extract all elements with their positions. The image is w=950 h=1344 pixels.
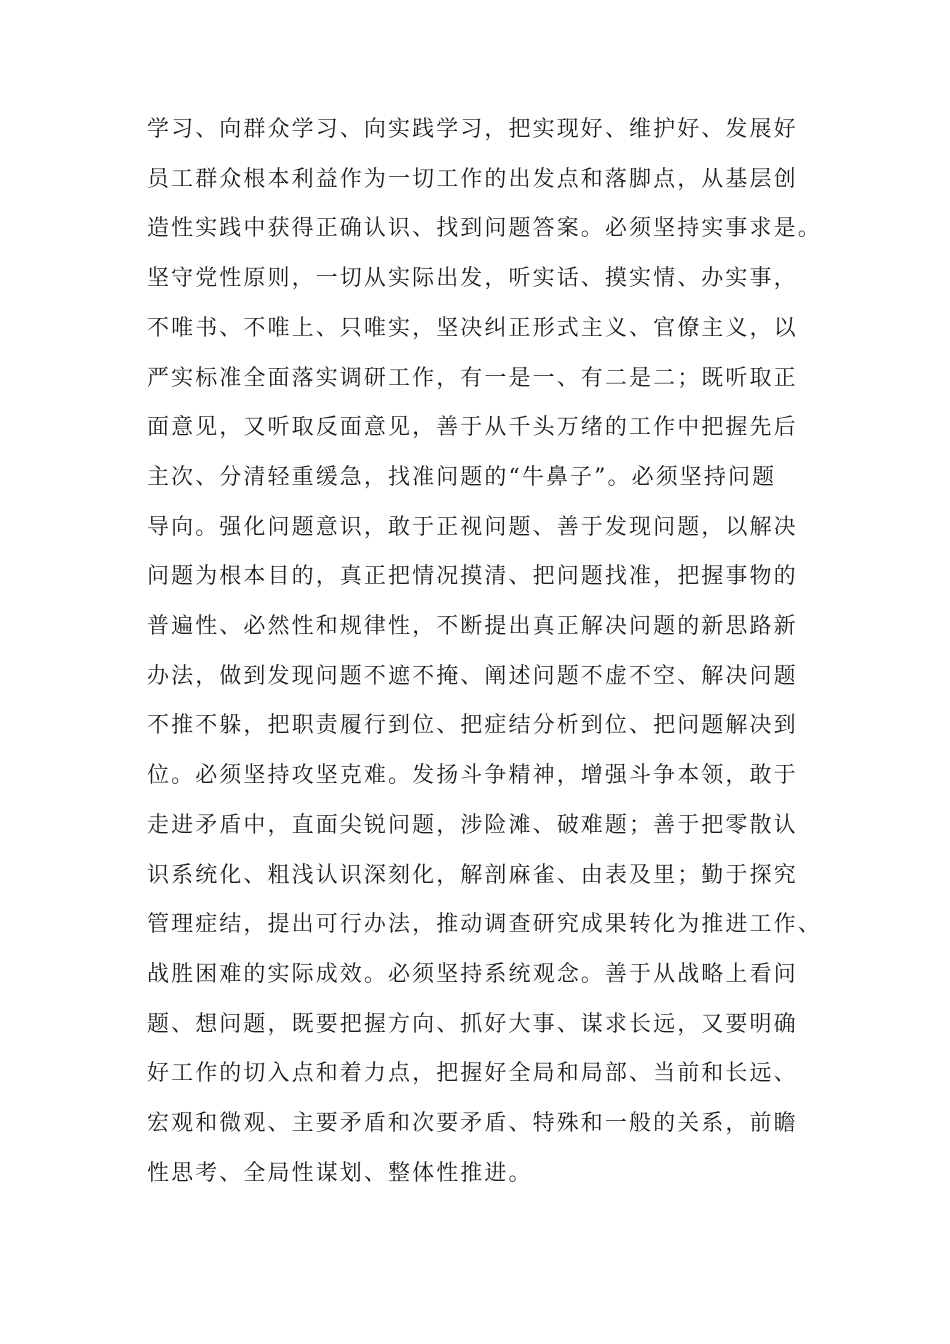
text-line: 普遍性、必然性和规律性，不断提出真正解决问题的新思路新 (147, 614, 798, 640)
text-line: 学习、向群众学习、向实践学习，把实现好、维护好、发展好 (147, 117, 798, 142)
text-line: 宏观和微观、主要矛盾和次要矛盾、特殊和一般的关系，前瞻 (147, 1111, 798, 1137)
text-line: 性思考、全局性谋划、整体性推进。 (147, 1160, 533, 1186)
text-line: 识系统化、粗浅认识深刻化，解剖麻雀、由表及里；勤于探究 (147, 862, 798, 888)
text-line: 问题为根本目的，真正把情况摸清、把问题找准，把握事物的 (147, 564, 798, 590)
text-line: 题、想问题，既要把握方向、抓好大事、谋求长远，又要明确 (147, 1011, 798, 1037)
text-line: 战胜困难的实际成效。必须坚持系统观念。善于从战略上看问 (147, 961, 798, 987)
text-line: 不推不躲，把职责履行到位、把症结分析到位、把问题解决到 (147, 713, 798, 739)
text-line: 坚守党性原则，一切从实际出发，听实话、摸实情、办实事， (147, 266, 798, 292)
text-line: 导向。强化问题意识，敢于正视问题、善于发现问题，以解决 (147, 514, 798, 540)
body-paragraph (147, 105, 827, 1198)
text-line: 面意见，又听取反面意见，善于从千头万绪的工作中把握先后 (147, 415, 798, 441)
text-line: 不唯书、不唯上、只唯实，坚决纠正形式主义、官僚主义，以 (147, 315, 798, 341)
text-line: 办法，做到发现问题不遮不掩、阐述问题不虚不空、解决问题 (147, 663, 798, 689)
text-line: 位。必须坚持攻坚克难。发扬斗争精神，增强斗争本领，敢于 (147, 763, 798, 789)
text-line: 管理症结，提出可行办法，推动调查研究成果转化为推进工作、 (147, 912, 822, 938)
text-line: 好工作的切入点和着力点，把握好全局和局部、当前和长远、 (147, 1061, 798, 1087)
text-line: 主次、分清轻重缓急，找准问题的“牛鼻子”。必须坚持问题 (147, 464, 777, 490)
text-line: 严实标准全面落实调研工作，有一是一、有二是二；既听取正 (147, 365, 798, 391)
text-line: 走进矛盾中，直面尖锐问题，涉险滩、破难题；善于把零散认 (147, 812, 798, 838)
text-line: 造性实践中获得正确认识、找到问题答案。必须坚持实事求是。 (147, 216, 822, 242)
text-line: 员工群众根本利益作为一切工作的出发点和落脚点，从基层创 (147, 166, 798, 192)
